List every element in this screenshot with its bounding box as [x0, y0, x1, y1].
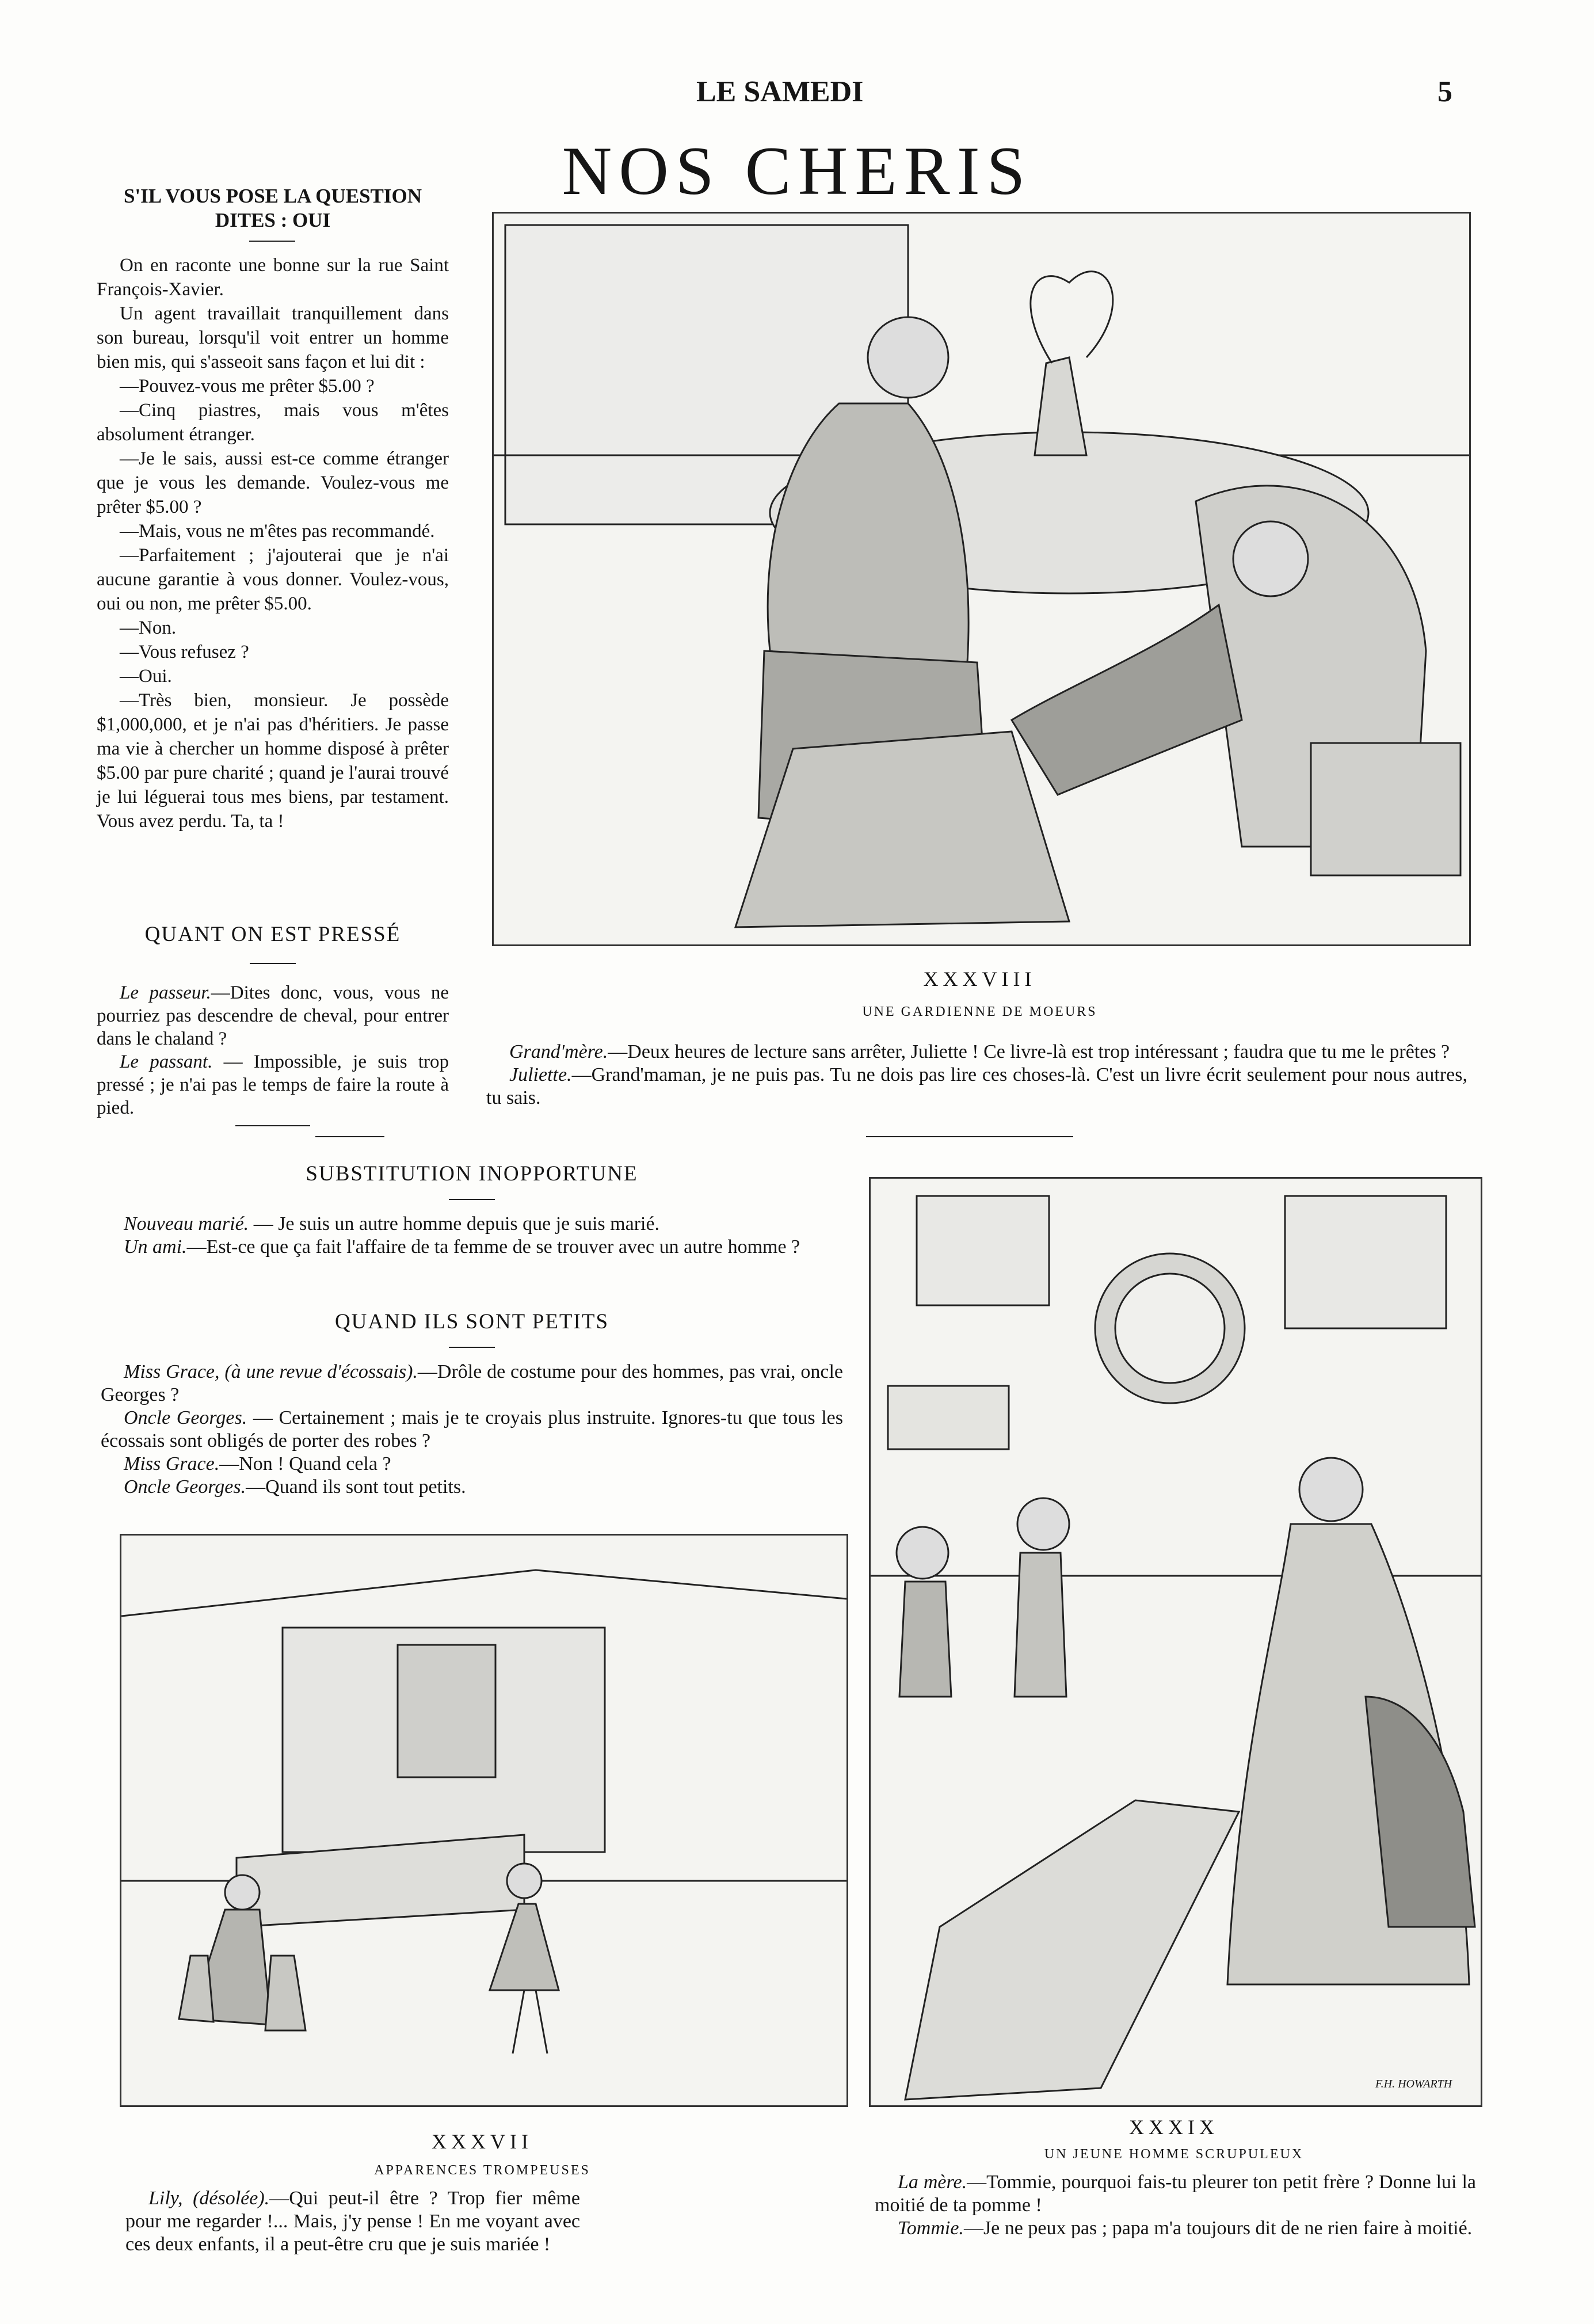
dialogue-text: — Impossible, je suis trop pressé ; je n'ai pas le temps de faire la route à pied. [97, 1051, 449, 1118]
paragraph: —Parfaitement ; j'ajouterai que je n'ai aucune garantie à vous donner. Voulez-vous, oui ou non, me prêter $5.00. [97, 545, 449, 614]
caption-number: XXXVIII [923, 967, 1036, 990]
speaker: Miss Grace. [124, 1453, 220, 1475]
paragraph: On en raconte une bonne sur la rue Saint François-Xavier. [97, 255, 449, 300]
publication-title: LE SAMEDI [696, 75, 864, 108]
speaker: Grand'mère. [509, 1041, 608, 1062]
story-question-title-2: DITES : OUI [215, 209, 331, 231]
caption-number: XXXIX [1129, 2116, 1219, 2139]
illustration-grandmother-reading [492, 212, 1471, 946]
caption-dialogue [125, 2187, 580, 2256]
story-presse-title: QUANT ON EST PRESSÉ [144, 923, 401, 946]
speaker: Nouveau marié. [124, 1213, 249, 1235]
caption-subtitle: APPARENCES TROMPEUSES [374, 2163, 590, 2178]
story-question [97, 184, 449, 833]
paragraph: —Vous refusez ? [120, 642, 249, 662]
story-substitution-title: SUBSTITUTION INOPPORTUNE [306, 1162, 638, 1186]
paragraph: —Oui. [120, 666, 172, 687]
divider [866, 1136, 1073, 1137]
paragraph: Un agent travaillait tranquillement dans son bureau, lorsqu'il voit entrer un homme bien mis, qui s'asseoit sans façon et lui dit : [97, 303, 449, 372]
paragraph: —Très bien, monsieur. Je possède $1,000,000, et je n'ai pas d'héritiers. Je passe ma vie à chercher un homme disposé à prêter $5.00 par pure charité ; quand je l'aurai trouvé je lui léguerai tous mes biens, par testament. Vous avez perdu. Ta, ta ! [97, 690, 449, 832]
paragraph: —Pouvez-vous me prêter $5.00 ? [120, 376, 375, 397]
caption-number: XXXVII [432, 2130, 533, 2153]
dialogue-text: —Dites donc, vous, vous ne pourriez pas descendre de cheval, pour entrer dans le chaland ? [97, 982, 449, 1049]
dialogue-text: —Quand ils sont tout petits. [246, 1476, 466, 1498]
speaker: Tommie. [898, 2218, 964, 2239]
caption-dialogue [486, 1041, 1467, 1110]
caption-dialogue [875, 2171, 1476, 2240]
paragraph: —Cinq piastres, mais vous m'êtes absolument étranger. [97, 400, 449, 445]
divider [315, 1136, 384, 1137]
divider [249, 241, 295, 242]
dialogue-text: —Est-ce que ça fait l'affaire de ta femme de se trouver avec un autre homme ? [186, 1236, 800, 1258]
illustration-lily-street [120, 1534, 848, 2107]
paragraph: —Non. [120, 618, 177, 638]
page-number: 5 [1437, 75, 1452, 108]
story-presse [97, 922, 449, 1126]
speaker: La mère. [898, 2171, 967, 2193]
speaker: Miss Grace, (à une revue d'écossais). [124, 1361, 418, 1382]
dialogue-text: —Grand'maman, je ne puis pas. Tu ne dois pas lire ces choses-là. C'est un livre écrit seulement pour nous autres, tu sais. [486, 1064, 1467, 1108]
speaker: Le passant. [120, 1051, 213, 1072]
dialogue-text: —Je ne peux pas ; papa m'a toujours dit de ne rien faire à moitié. [963, 2218, 1473, 2239]
divider [449, 1199, 495, 1200]
caption-subtitle: UNE GARDIENNE DE MOEURS [862, 1004, 1097, 1019]
speaker: Juliette. [509, 1064, 572, 1085]
dialogue-text: —Drôle de costume pour des hommes, pas vrai, oncle Georges ? [101, 1361, 843, 1405]
story-substitution [101, 1161, 843, 1259]
story-question-title-1: S'IL VOUS POSE LA QUESTION [123, 185, 422, 207]
dialogue-text: —Deux heures de lecture sans arrêter, Juliette ! Ce livre-là est trop intéressant ; faudra que tu me le prêtes ? [608, 1041, 1450, 1062]
story-petits-title: QUAND ILS SONT PETITS [334, 1310, 609, 1334]
divider [250, 963, 296, 964]
divider [235, 1125, 310, 1126]
page-title: NOS CHERIS [562, 132, 1032, 209]
story-petits [101, 1309, 843, 1499]
speaker: Un ami. [124, 1236, 187, 1258]
caption-subtitle: UN JEUNE HOMME SCRUPULEUX [1044, 2147, 1304, 2162]
paragraph: —Mais, vous ne m'êtes pas recommandé. [120, 521, 435, 542]
dialogue-text: — Je suis un autre homme depuis que je suis marié. [249, 1213, 660, 1235]
dialogue-text: —Qui peut-il être ? Trop fier même pour me regarder !... Mais, j'y pense ! En me voyant avec ces deux enfants, il a peut-être cru que je suis mariée ! [125, 2188, 580, 2255]
artist-signature: F.H. HOWARTH [1375, 2078, 1452, 2090]
divider [449, 1347, 495, 1348]
dialogue-text: — Certainement ; mais je te croyais plus instruite. Ignores-tu que tous les écossais sont obligés de porter des robes ? [101, 1407, 843, 1451]
paragraph: —Je le sais, aussi est-ce comme étranger que je vous les demande. Voulez-vous me prêter $5.00 ? [97, 448, 449, 517]
speaker: Oncle Georges. [124, 1407, 247, 1428]
speaker: Oncle Georges. [124, 1476, 246, 1498]
dialogue-text: —Tommie, pourquoi fais-tu pleurer ton petit frère ? Donne lui la moitié de ta pomme ! [875, 2171, 1476, 2216]
illustration-mother-children [869, 1177, 1482, 2107]
speaker: Lily, (désolée). [148, 2188, 270, 2209]
dialogue-text: —Non ! Quand cela ? [219, 1453, 391, 1475]
speaker: Le passeur. [120, 982, 211, 1003]
